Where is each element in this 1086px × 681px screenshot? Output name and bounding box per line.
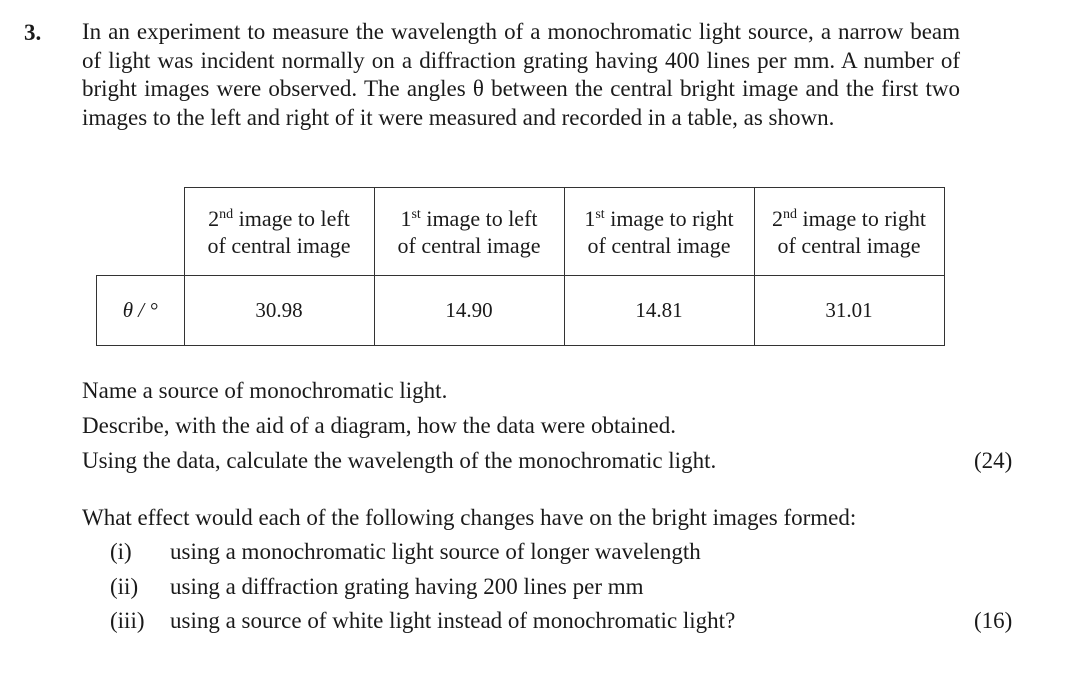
part-a-line: Name a source of monochromatic light. (82, 378, 448, 403)
value-cell: 14.90 (374, 276, 564, 346)
header-ordinal: 2 (208, 205, 220, 231)
list-item (110, 607, 735, 635)
table-header-cell (754, 188, 944, 276)
marks-part-a: (24) (974, 448, 1013, 473)
list-item (110, 538, 701, 566)
list-item (110, 573, 644, 601)
header-line1: image to right (797, 205, 926, 231)
header-suffix: st (595, 206, 605, 222)
header-line1: image to left (420, 205, 538, 231)
theta-label: θ / ° (122, 298, 158, 322)
header-line2: of central image (207, 232, 351, 258)
header-suffix: nd (783, 206, 798, 222)
header-suffix: nd (219, 206, 234, 222)
item-number: (ii) (110, 574, 139, 599)
item-text: using a monochromatic light source of longer wavelength (170, 539, 701, 564)
part-a-line: Describe, with the aid of a diagram, how the data were obtained. (82, 413, 676, 438)
table-header-cell (564, 188, 754, 276)
header-line2: of central image (777, 232, 921, 258)
table-header-cell (184, 188, 374, 276)
table-value-row (97, 276, 945, 346)
table-header-cell (374, 188, 564, 276)
item-text: using a diffraction grating having 200 lines per mm (170, 574, 644, 599)
header-line1: image to left (233, 205, 350, 231)
item-number: (iii) (110, 608, 145, 633)
marks-part-b: (16) (974, 608, 1013, 633)
row-label (97, 276, 185, 346)
header-ordinal: 1 (400, 205, 412, 231)
question-number: 3. (24, 20, 42, 45)
question-intro: In an experiment to measure the wavelength of a monochromatic light source, a narrow beam of light was incident normally on a diffraction grating having 400 lines per mm. A number of bright images were observed. The angles θ between the central bright image and the first two images to the left and right of it were measured and recorded in a table, as shown. (82, 19, 960, 130)
header-ordinal: 2 (772, 205, 784, 231)
part-a-line: Using the data, calculate the wavelength of the monochromatic light. (82, 448, 717, 473)
item-number: (i) (110, 539, 132, 564)
header-line1: image to right (604, 205, 734, 231)
header-suffix: st (411, 206, 421, 222)
data-table (96, 187, 945, 346)
header-ordinal: 1 (584, 205, 596, 231)
table-corner-cell (97, 188, 185, 276)
item-text: using a source of white light instead of monochromatic light? (170, 608, 736, 633)
part-b-prompt: What effect would each of the following changes have on the bright images formed: (82, 505, 857, 530)
value-cell: 30.98 (184, 276, 374, 346)
value-cell: 14.81 (564, 276, 754, 346)
table-header-row (97, 188, 945, 276)
value-cell: 31.01 (754, 276, 944, 346)
header-line2: of central image (397, 232, 541, 258)
header-line2: of central image (587, 232, 731, 258)
